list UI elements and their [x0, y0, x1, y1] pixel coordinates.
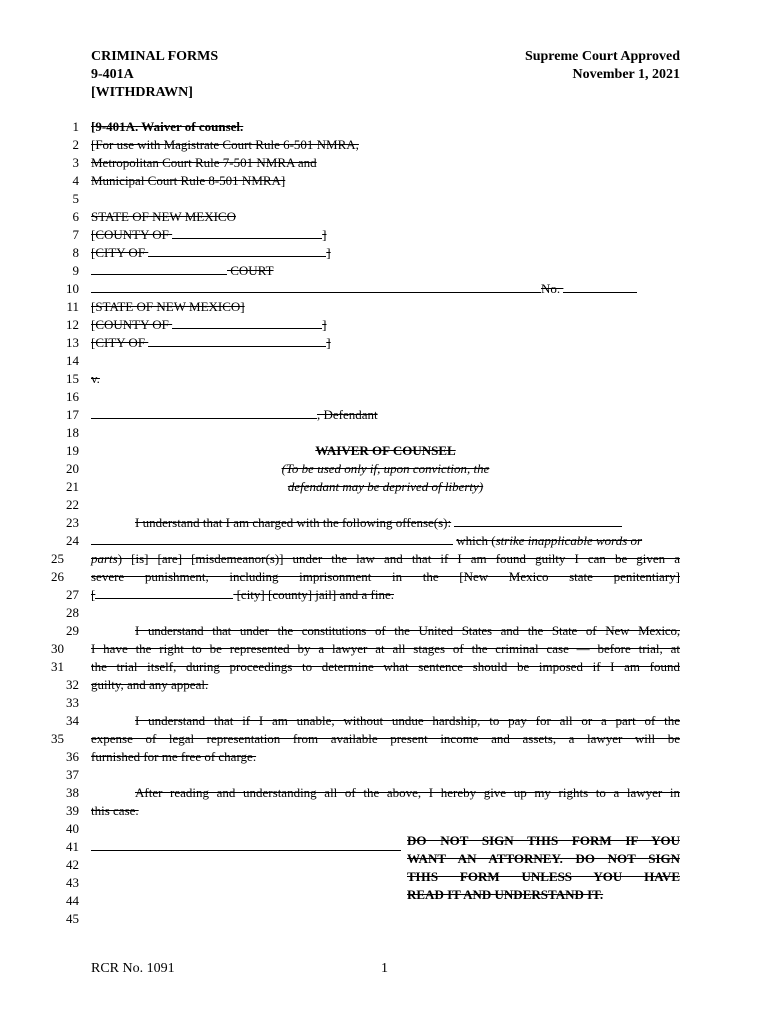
caption-county-label: [COUNTY OF	[91, 227, 173, 242]
line-number: 5	[72, 191, 79, 206]
caption-city-label: [CITY OF	[91, 245, 149, 260]
county-blank-alt	[172, 316, 322, 329]
form-line	[66, 442, 680, 460]
line-number: 34	[66, 713, 79, 728]
form-line	[51, 568, 680, 586]
signature-warning-line-2: WANT AN ATTORNEY. DO NOT SIGN	[407, 851, 680, 866]
line-number: 28	[66, 605, 79, 620]
jail-blank	[95, 586, 233, 599]
line-number: 37	[66, 767, 79, 782]
form-line	[66, 766, 680, 784]
usage-note-line-1: [For use with Magistrate Court Rule 6-501 NMRA,	[91, 137, 359, 152]
form-line	[51, 640, 680, 658]
caption-rule	[91, 280, 541, 293]
caption-city-label-alt: [CITY OF	[91, 335, 149, 350]
form-line: 25 parts) [is] [are] [misdemeanor(s)] under the law and that if I am found guilty I can be given a	[51, 551, 680, 566]
signature-warning-line-1: DO NOT SIGN THIS FORM IF YOU	[407, 833, 680, 848]
header-status: [WITHDRAWN]	[91, 85, 193, 100]
waiver-statement-1: After reading and understanding all of the above, I hereby give up my rights to a lawyer in	[135, 785, 680, 800]
line-number: 14	[66, 353, 79, 368]
waiver-statement-2: this case.	[91, 803, 139, 818]
signature-warning-line-3: THIS FORM UNLESS YOU HAVE	[407, 869, 680, 884]
court-blank	[91, 262, 227, 275]
form-line	[66, 694, 680, 712]
form-line	[51, 658, 680, 676]
waiver-subheading-2: defendant may be deprived of liberty)	[287, 479, 484, 494]
line-number: 32	[66, 677, 79, 692]
line-number: 22	[66, 497, 79, 512]
form-line	[66, 280, 680, 298]
defendant-label: , Defendant	[317, 407, 378, 422]
form-line	[66, 460, 680, 478]
form-line	[72, 262, 680, 280]
form-line: 8 [CITY OF ]	[91, 244, 680, 262]
line-number: 15	[66, 371, 79, 386]
form-line	[66, 784, 680, 802]
signature-warning	[407, 832, 680, 904]
form-line	[66, 748, 680, 766]
line-number: 23	[66, 515, 79, 530]
penalty-text-2: severe punishment, including imprisonment in the [New Mexico state penitentiary]	[91, 569, 680, 584]
form-line	[66, 388, 680, 406]
header-approval: Supreme Court Approved	[524, 49, 680, 64]
line-number: 42	[66, 857, 79, 872]
rights-text-1: I understand that under the constitutions of the United States and the State of New Mexico,	[135, 623, 680, 638]
header-date: November 1, 2021	[572, 67, 680, 82]
rights-text-3: the trial itself, during proceedings to determine what sentence should be imposed if I am found	[91, 659, 680, 674]
line-number: 39	[66, 803, 79, 818]
form-line	[66, 370, 680, 388]
form-line	[66, 352, 680, 370]
rights-text-2: I have the right to be represented by a lawyer at all stages of the criminal case — before trial, at	[91, 641, 680, 656]
line-number: 4	[72, 173, 79, 188]
header-left	[91, 48, 218, 102]
line-number: 30	[51, 641, 64, 656]
case-number-label: No.	[541, 281, 564, 296]
header-right	[525, 48, 680, 84]
form-line: 24 which (strike inapplicable words or	[91, 532, 680, 550]
form-line	[66, 424, 680, 442]
form-line	[72, 190, 680, 208]
line-number: 25	[51, 551, 64, 566]
form-line: 13 [CITY OF ]	[91, 334, 680, 352]
line-number: 3	[72, 155, 79, 170]
form-line	[66, 406, 680, 424]
penalty-text-3: [city] [county] jail] and a fine.	[233, 587, 394, 602]
usage-note-line-3: Municipal Court Rule 8-501 NMRA]	[91, 173, 286, 188]
signature-blank	[91, 838, 401, 851]
caption-state-alt: [STATE OF NEW MEXICO]	[91, 299, 245, 314]
offense-statement: I understand that I am charged with the following offense(s):	[135, 515, 452, 530]
line-number: 31	[51, 659, 64, 674]
line-number: 24	[66, 533, 79, 548]
line-number: 10	[66, 281, 79, 296]
line-number: 41	[66, 839, 79, 854]
line-number: 18	[66, 425, 79, 440]
line-number: 6	[72, 209, 79, 224]
form-line	[66, 676, 680, 694]
line-number: 45	[66, 911, 79, 926]
line-number: 21	[66, 479, 79, 494]
form-line	[72, 136, 680, 154]
county-blank	[172, 226, 322, 239]
waiver-heading: WAIVER OF COUNSEL	[315, 443, 456, 458]
line-number: 38	[66, 785, 79, 800]
line-number: 19	[66, 443, 79, 458]
form-line	[66, 622, 680, 640]
form-line	[66, 802, 680, 820]
waiver-subheading-1: (To be used only if, upon conviction, the	[281, 461, 490, 476]
line-number: 33	[66, 695, 79, 710]
strike-instruction: strike inapplicable words or	[495, 533, 643, 548]
city-blank	[148, 244, 326, 257]
caption-state: STATE OF NEW MEXICO	[91, 209, 236, 224]
city-blank-alt	[148, 334, 326, 347]
usage-note-line-2: Metropolitan Court Rule 7-501 NMRA and	[91, 155, 317, 170]
form-line	[72, 118, 680, 136]
versus: v.	[91, 371, 100, 386]
line-number: 27	[66, 587, 79, 602]
line-number: 9	[72, 263, 79, 278]
line-number: 16	[66, 389, 79, 404]
header-form-number: 9-401A	[91, 67, 134, 82]
form-line	[66, 712, 680, 730]
hardship-text-1: I understand that if I am unable, without undue hardship, to pay for all or a part of the	[135, 713, 680, 728]
header-title: CRIMINAL FORMS	[91, 49, 219, 64]
case-number-blank	[563, 280, 637, 293]
form-line	[66, 496, 680, 514]
line-number: 40	[66, 821, 79, 836]
rights-text-4: guilty, and any appeal.	[91, 677, 209, 692]
hardship-text-3: furnished for me free of charge.	[91, 749, 257, 764]
form-title: [9-401A. Waiver of counsel.	[91, 119, 244, 134]
line-number: 8	[72, 245, 79, 260]
caption-court-label: COURT	[227, 263, 274, 278]
form-line	[72, 154, 680, 172]
offense-blank-2	[91, 532, 453, 545]
line-number: 29	[66, 623, 79, 638]
form-line	[66, 514, 680, 532]
signature-warning-line-4: READ IT AND UNDERSTAND IT.	[407, 887, 604, 902]
line-number: 43	[66, 875, 79, 890]
form-line: 7 [COUNTY OF ]	[91, 226, 680, 244]
line-number: 35	[51, 731, 64, 746]
form-line	[72, 172, 680, 190]
line-number: 26	[51, 569, 64, 584]
rule-number: RCR No. 1091	[91, 961, 175, 976]
form-line: 27 [ [city] [county] jail] and a fine.	[91, 586, 680, 604]
line-number: 13	[66, 335, 79, 350]
line-number: 7	[72, 227, 79, 242]
hardship-text-2: expense of legal representation from available present income and assets, a lawyer will be	[91, 731, 680, 746]
line-number: 11	[66, 299, 79, 314]
page-number: 1	[381, 961, 388, 976]
penalty-text-1: ) [is] [are] [misdemeanor(s)] under the law and that if I am found guilty I can be given a	[117, 551, 680, 566]
form-line	[66, 298, 680, 316]
caption-county-label-alt: [COUNTY OF	[91, 317, 173, 332]
form-line: 12 [COUNTY OF ]	[91, 316, 680, 334]
form-line	[72, 208, 680, 226]
line-number: 44	[66, 893, 79, 908]
form-line	[51, 730, 680, 748]
form-line	[66, 478, 680, 496]
form-line	[66, 604, 680, 622]
line-number: 17	[66, 407, 79, 422]
line-number: 1	[72, 119, 79, 134]
defendant-blank	[91, 406, 317, 419]
line-number: 36	[66, 749, 79, 764]
offense-blank	[454, 514, 622, 527]
line-number: 2	[72, 137, 79, 152]
form-line	[66, 910, 680, 928]
line-number: 12	[66, 317, 79, 332]
line-number: 20	[66, 461, 79, 476]
